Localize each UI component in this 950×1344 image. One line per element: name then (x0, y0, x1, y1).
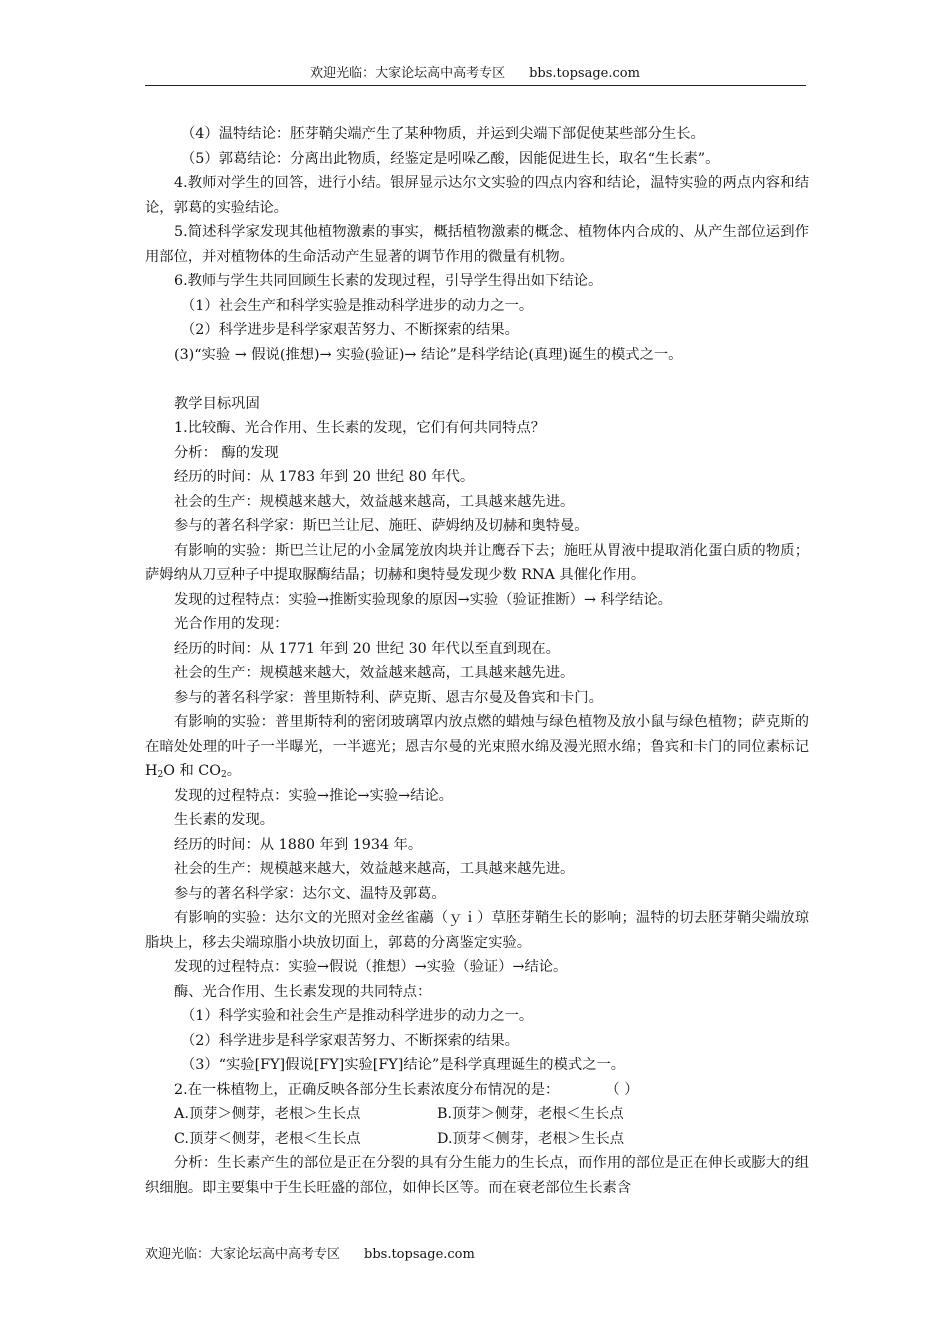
footer-url[interactable]: bbs.topsage.com (364, 1247, 475, 1262)
enzyme-line: 参与的著名科学家：斯巴兰让尼、施旺、萨姆纳及切赫和奥特曼。 (174, 518, 589, 534)
page-header (145, 66, 805, 82)
paragraph-plant-hormones: 5.简述科学家发现其他植物激素的事实，概括植物激素的概念、植物体内合成的、从产生部位运到作用部位，并对植物体的生命活动产生显著的调节作用的微量有机物。 (145, 224, 809, 265)
header-text: 欢迎光临：大家论坛高中高考专区 (310, 66, 506, 81)
footer-text: 欢迎光临：大家论坛高中高考专区 (145, 1247, 341, 1262)
analysis-enzyme-title: 分析： 酶的发现 (174, 444, 279, 461)
photosynthesis-title: 光合作用的发现： (174, 616, 289, 632)
common-feature-item: （1）科学实验和社会生产是推动科学进步的动力之一。 (181, 1008, 534, 1024)
auxin-title: 生长素的发现。 (174, 812, 275, 828)
enzyme-line: 发现的过程特点：实验→推断实验现象的原因→实验（验证推断）→ 科学结论。 (174, 591, 672, 608)
paragraph-teacher-summary: 4.教师对学生的回答，进行小结。银屏显示达尔文实验的四点内容和结论，温特实验的两点内容和结论，郭葛的实验结论。 (145, 175, 809, 216)
answer-analysis: 分析：生长素产生的部位是正在分裂的具有分生能力的生长点，而作用的部位是正在伸长或膨大的组织细胞。即主要集中于生长旺盛的部位，如伸长区等。而在衰老部位生长素含 (145, 1155, 809, 1196)
enzyme-line: 有影响的实验：斯巴兰让尼的小金属笼放肉块并让鹰吞下去；施旺从胃液中提取消化蛋白质的物质；萨姆纳从刀豆种子中提取脲酶结晶；切赫和奥特曼发现少数 RNA 具催化作用。 (145, 542, 809, 583)
section-title: 教学目标巩固 (174, 395, 260, 412)
blank-line (145, 367, 845, 392)
conclusion-item: (3)“实验 → 假说(推想)→ 实验(验证)→ 结论”是科学结论(真理)诞生的模式之一。 (174, 346, 683, 363)
question-2: 2.在一株植物上，正确反映各部分生长素浓度分布情况的是： （ ） (174, 1081, 639, 1098)
page-footer (145, 1247, 475, 1263)
photosynthesis-line: 发现的过程特点：实验→推论→实验→结论。 (174, 787, 453, 804)
option-b: B.顶芽＞侧芽，老根＜生长点 (437, 1106, 624, 1122)
enzyme-line: 经历的时间：从 1783 年到 20 世纪 80 年代。 (174, 469, 475, 485)
option-a: A.顶芽＞侧芽，老根＞生长点 (174, 1106, 361, 1122)
question-1: 1.比较酶、光合作用、生长素的发现，它们有何共同特点？ (174, 420, 546, 436)
paragraph-review: 6.教师与学生共同回顾生长素的发现过程，引导学生得出如下结论。 (174, 273, 603, 289)
paragraph-guo-ge-conclusion: （5）郭葛结论：分离出此物质，经鉴定是吲哚乙酸，因能促进生长，取名“生长素”。 (181, 150, 720, 167)
photosynthesis-line: 经历的时间：从 1771 年到 20 世纪 30 年代以至直到现在。 (174, 640, 560, 657)
common-feature-item: （3）“实验[FY]假说[FY]实验[FY]结论”是科学真理诞生的模式之一。 (181, 1057, 626, 1073)
photosynthesis-experiments: 有影响的实验：普里斯特利的密闭玻璃罩内放点燃的蜡烛与绿色植物及放小鼠与绿色植物；萨克斯的在暗处处理的叶子一半曝光，一半遮光；恩吉尔曼的光束照水绵及漫光照水绵；鲁宾和卡门的同位素标记 $H_2O$ 和 $CO_2$。 (145, 714, 809, 780)
auxin-line: 有影响的实验：达尔文的光照对金丝雀虉（ｙｉ）草胚芽鞘生长的影响；温特的切去胚芽鞘尖端放琼脂块上，移去尖端琼脂小块放切面上，郭葛的分离鉴定实验。 (145, 910, 809, 951)
option-c: C.顶芽＜侧芽，老根＜生长点 (174, 1130, 361, 1147)
photosynthesis-line: 参与的著名科学家：普里斯特利、萨克斯、恩吉尔曼及鲁宾和卡门。 (174, 689, 603, 706)
paragraph-went-conclusion: （4）温特结论：胚芽鞘尖端产生了某种物质，并运到尖端下部促使某些部分生长。 (181, 126, 705, 142)
conclusion-item: （2）科学进步是科学家艰苦努力、不断探索的结果。 (181, 322, 519, 338)
auxin-line: 社会的生产：规模越来越大，效益越来越高，工具越来越先进。 (174, 861, 575, 877)
document-body (145, 122, 845, 1200)
options-row-2 (145, 1127, 845, 1152)
header-divider (145, 85, 806, 86)
enzyme-line: 社会的生产：规模越来越大，效益越来越高，工具越来越先进。 (174, 493, 575, 510)
common-feature-item: （2）科学进步是科学家艰苦努力、不断探索的结果。 (181, 1032, 519, 1049)
auxin-line: 经历的时间：从 1880 年到 1934 年。 (174, 836, 423, 853)
option-d: D.顶芽＜侧芽，老根＞生长点 (437, 1130, 625, 1147)
common-features-title: 酶、光合作用、生长素发现的共同特点： (174, 983, 432, 1000)
photosynthesis-line: 社会的生产：规模越来越大，效益越来越高，工具越来越先进。 (174, 665, 575, 681)
conclusion-item: （1）社会生产和科学实验是推动科学进步的动力之一。 (181, 297, 534, 314)
options-row-1 (145, 1102, 845, 1127)
header-url[interactable]: bbs.topsage.com (529, 66, 640, 81)
auxin-line: 参与的著名科学家：达尔文、温特及郭葛。 (174, 885, 446, 902)
auxin-line: 发现的过程特点：实验→假说（推想）→实验（验证）→结论。 (174, 959, 568, 975)
answer-bracket: （ ） (605, 1081, 639, 1098)
